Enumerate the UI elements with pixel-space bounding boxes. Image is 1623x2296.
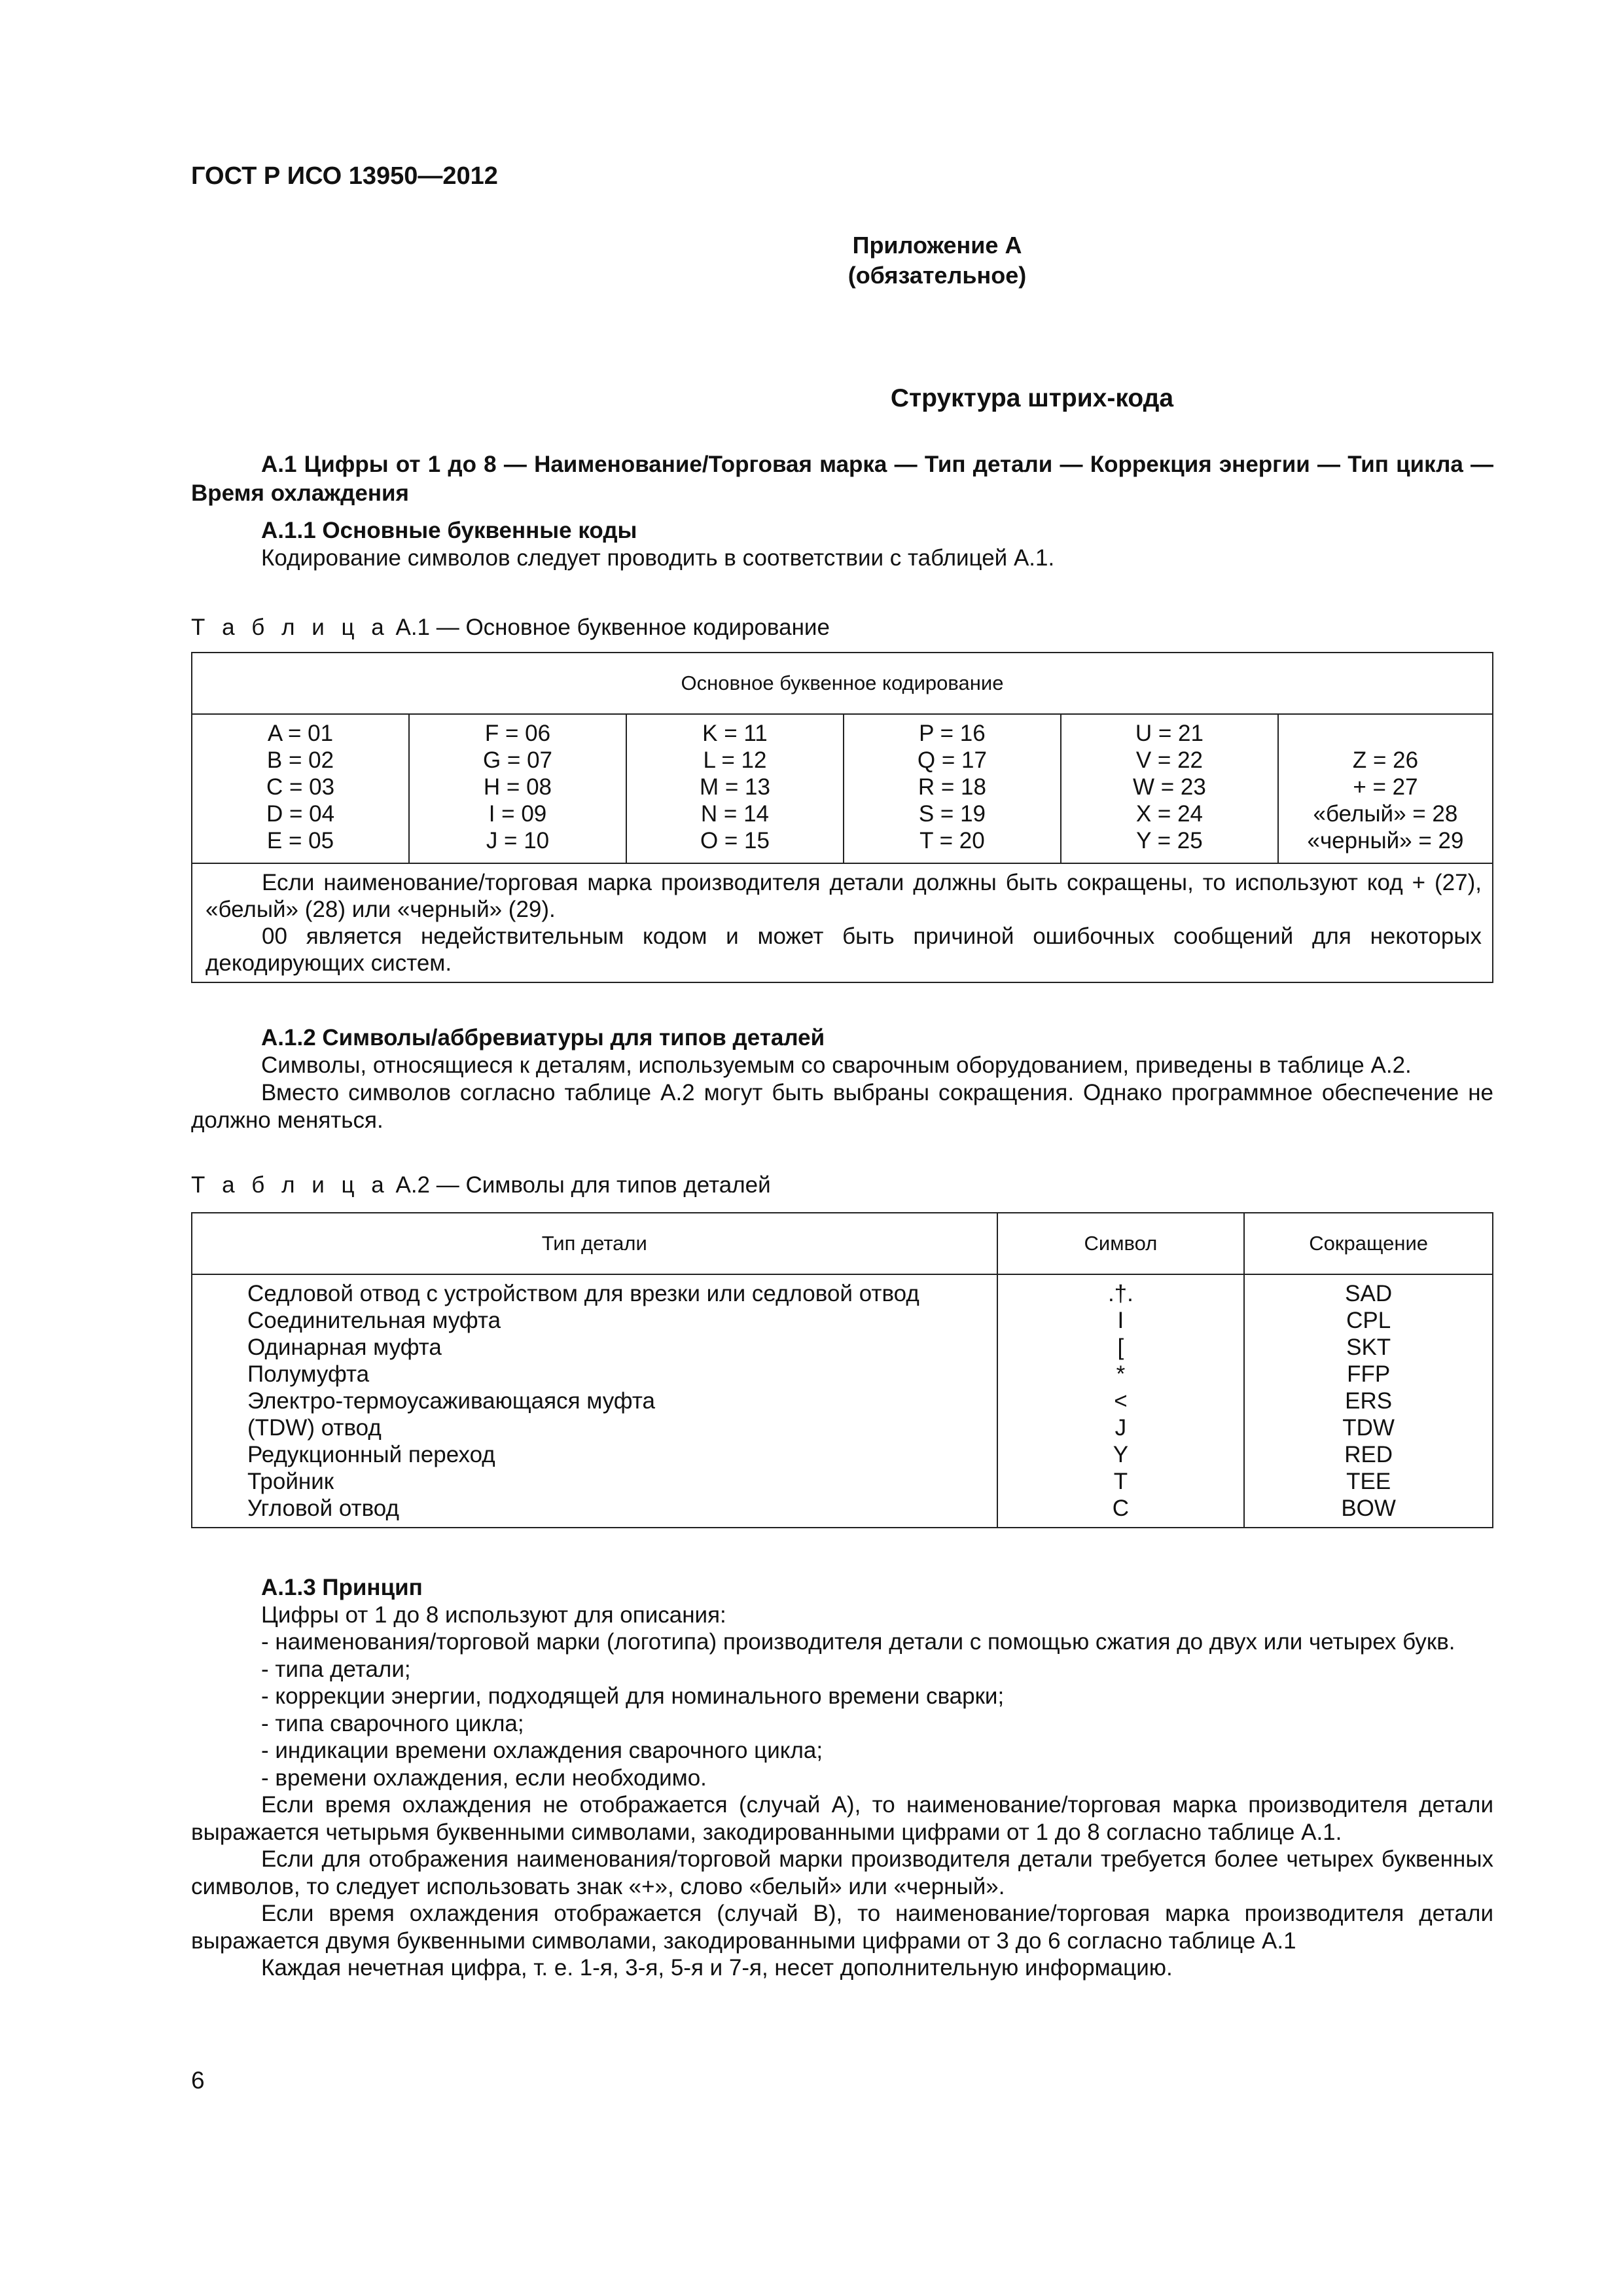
principle-item: - времени охлаждения, если необходимо. xyxy=(261,1765,707,1791)
part-symbol: I xyxy=(1117,1308,1124,1333)
table2-type-column xyxy=(192,1274,997,1528)
code-cell: Q = 17 xyxy=(917,747,987,773)
code-cell: F = 06 xyxy=(484,721,551,746)
principle-item: - типа сварочного цикла; xyxy=(261,1710,524,1736)
code-cell: C = 03 xyxy=(266,774,335,800)
code-cell: + = 27 xyxy=(1353,774,1418,800)
code-cell: U = 21 xyxy=(1135,721,1204,746)
code-cell: X = 24 xyxy=(1135,801,1204,827)
table1-notes xyxy=(192,863,1493,982)
part-type: Угловой отвод xyxy=(247,1496,399,1521)
part-type: Тройник xyxy=(247,1469,334,1494)
code-cell: «черный» = 29 xyxy=(1307,828,1464,853)
code-cell: T = 20 xyxy=(919,828,985,853)
part-type: Седловой отвод с устройством для врезки или седловой отвод xyxy=(247,1281,919,1306)
code-cell: P = 16 xyxy=(919,721,986,746)
code-cell: W = 23 xyxy=(1133,774,1206,800)
section-a13-p3: Если время охлаждения отображается (случай В), то наименование/торговая марка производителя детали выражается двумя буквенными символами, закодированными цифрами от 3 до 6 согласно таблице А.1 xyxy=(191,1901,1493,1954)
table2-header-type: Тип детали xyxy=(192,1213,997,1274)
code-cell: L = 12 xyxy=(703,747,767,773)
table2-caption-rest: А.2 — Символы для типов деталей xyxy=(395,1172,771,1198)
principle-item: - типа детали; xyxy=(261,1656,411,1682)
code-cell: Y = 25 xyxy=(1136,828,1203,853)
part-abbr: ERS xyxy=(1345,1388,1393,1414)
section-a1-heading: А.1 Цифры от 1 до 8 — Наименование/Торговая марка — Тип детали — Коррекция энергии — Тип цикла — Время охлаждения xyxy=(191,452,1493,506)
code-cell: K = 11 xyxy=(702,721,768,746)
section-a13-heading: А.1.3 Принцип xyxy=(261,1575,423,1600)
code-cell: B = 02 xyxy=(266,747,334,773)
code-cell: O = 15 xyxy=(700,828,770,853)
part-abbr: SKT xyxy=(1346,1335,1391,1360)
table-a2 xyxy=(191,1212,1493,1528)
main-title: Структура штрих-кода xyxy=(890,384,1174,412)
part-symbol: .†. xyxy=(1107,1281,1133,1306)
part-type: Соединительная муфта xyxy=(247,1308,501,1333)
code-cell: J = 10 xyxy=(486,828,550,853)
code-cell: H = 08 xyxy=(483,774,552,800)
part-type: Полумуфта xyxy=(247,1361,370,1387)
table1-col-6 xyxy=(1278,714,1493,863)
code-cell: R = 18 xyxy=(918,774,986,800)
part-type: Одинарная муфта xyxy=(247,1335,442,1360)
table2-symbol-column xyxy=(997,1274,1245,1528)
code-cell: A = 01 xyxy=(267,721,334,746)
section-a12-p2: Вместо символов согласно таблице А.2 могут быть выбраны сокращения. Однако программное обеспечение не должно меняться. xyxy=(191,1080,1493,1133)
table2-caption xyxy=(191,1172,771,1199)
code-cell: V = 22 xyxy=(1135,747,1204,773)
code-cell: I = 09 xyxy=(488,801,547,827)
part-abbr: SAD xyxy=(1345,1281,1393,1306)
section-a12-heading: А.1.2 Символы/аббревиатуры для типов деталей xyxy=(261,1025,825,1050)
table1-col-4 xyxy=(844,714,1061,863)
part-symbol: T xyxy=(1113,1469,1128,1494)
code-cell: M = 13 xyxy=(699,774,770,800)
table1-col-5 xyxy=(1061,714,1278,863)
table1-col-3 xyxy=(626,714,844,863)
principle-item: - индикации времени охлаждения сварочного цикла; xyxy=(261,1738,823,1763)
code-cell: S = 19 xyxy=(918,801,986,827)
part-abbr: BOW xyxy=(1341,1496,1396,1521)
annex-status: (обязательное) xyxy=(847,262,1027,289)
part-abbr: CPL xyxy=(1346,1308,1391,1333)
part-symbol: J xyxy=(1115,1415,1127,1441)
part-abbr: TEE xyxy=(1346,1469,1391,1494)
code-cell: G = 07 xyxy=(482,747,552,773)
section-a12 xyxy=(191,1024,1493,1134)
table1-caption-prefix: Т а б л и ц а xyxy=(191,615,389,640)
table2-caption-prefix: Т а б л и ц а xyxy=(191,1172,389,1198)
code-cell: N = 14 xyxy=(700,801,770,827)
section-a1 xyxy=(191,450,1493,572)
table1-caption xyxy=(191,614,830,641)
part-type: (TDW) отвод xyxy=(247,1415,382,1441)
part-abbr: TDW xyxy=(1342,1415,1395,1441)
table2-header-symbol: Символ xyxy=(997,1213,1245,1274)
part-symbol: * xyxy=(1116,1361,1126,1387)
principle-item: - наименования/торговой марки (логотипа) производителя детали с помощью сжатия до двух или четырех букв. xyxy=(261,1629,1455,1655)
document-header: ГОСТ Р ИСО 13950—2012 xyxy=(191,162,498,190)
table1-note-1: Если наименование/торговая марка производителя детали должны быть сокращены, то используют код + (27), «белый» (28) или «черный» (29). xyxy=(205,870,1482,922)
section-a11-heading: А.1.1 Основные буквенные коды xyxy=(261,518,637,543)
code-cell: «белый» = 28 xyxy=(1313,801,1458,827)
table1-caption-rest: А.1 — Основное буквенное кодирование xyxy=(395,615,830,640)
part-abbr: RED xyxy=(1344,1442,1393,1467)
part-symbol: < xyxy=(1114,1388,1128,1414)
code-cell: Z = 26 xyxy=(1352,747,1419,773)
part-abbr: FFP xyxy=(1347,1361,1391,1387)
section-a13-intro: Цифры от 1 до 8 используют для описания: xyxy=(261,1602,726,1628)
table1-note-2: 00 является недействительным кодом и может быть причиной ошибочных сообщений для некоторых декодирующих систем. xyxy=(205,924,1482,976)
section-a11-text: Кодирование символов следует проводить в соответствии с таблицей А.1. xyxy=(261,545,1055,571)
annex-title: Приложение А xyxy=(852,232,1022,259)
part-symbol: Y xyxy=(1113,1442,1129,1467)
annex-heading xyxy=(191,230,1493,291)
table2-header-abbr: Сокращение xyxy=(1244,1213,1493,1274)
part-type: Редукционный переход xyxy=(247,1442,495,1467)
principle-item: - коррекции энергии, подходящей для номинального времени сварки; xyxy=(261,1683,1005,1709)
code-cell: E = 05 xyxy=(266,828,334,853)
section-a12-p1: Символы, относящиеся к деталям, используемым со сварочным оборудованием, приведены в таблице А.2. xyxy=(261,1052,1412,1078)
section-a13 xyxy=(191,1574,1493,1982)
section-a13-p2: Если для отображения наименования/торговой марки производителя детали требуется более четырех буквенных символов, то следует использовать знак «+», слово «белый» или «черный». xyxy=(191,1846,1493,1899)
table1-header: Основное буквенное кодирование xyxy=(192,653,1493,714)
part-symbol: C xyxy=(1112,1496,1130,1521)
table2-abbr-column xyxy=(1244,1274,1493,1528)
table-a1 xyxy=(191,652,1493,983)
table1-col-2 xyxy=(409,714,626,863)
code-cell: D = 04 xyxy=(266,801,335,827)
part-symbol: [ xyxy=(1117,1335,1124,1360)
page-number: 6 xyxy=(191,2067,205,2094)
section-a13-p4: Каждая нечетная цифра, т. е. 1-я, 3-я, 5-я и 7-я, несет дополнительную информацию. xyxy=(261,1955,1173,1981)
part-type: Электро-термоусаживающаяся муфта xyxy=(247,1388,655,1414)
section-a13-p1: Если время охлаждения не отображается (случай А), то наименование/торговая марка производителя детали выражается четырьмя буквенными символами, закодированными цифрами от 1 до 8 согласно таблице А.1. xyxy=(191,1792,1493,1845)
table1-col-1 xyxy=(192,714,409,863)
